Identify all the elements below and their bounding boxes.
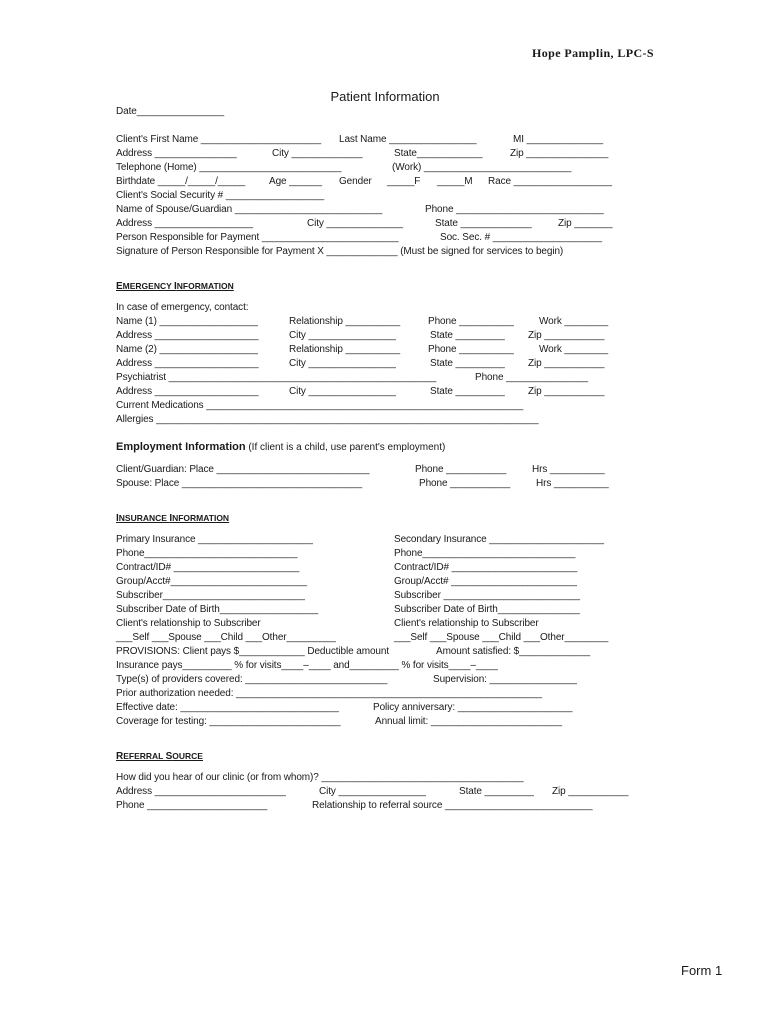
insurance-section-heading: INSURANCE INFORMATION xyxy=(116,513,230,524)
primary-contract-field[interactable]: Contract/ID# _______________________ xyxy=(116,562,300,573)
emergency-city1-field[interactable]: City ________________ xyxy=(289,330,396,341)
secondary-relationship-label: Client's relationship to Subscriber xyxy=(394,618,539,629)
psychiatrist-field[interactable]: Psychiatrist _________________________________________________ xyxy=(116,372,437,383)
emergency-phone2-field[interactable]: Phone __________ xyxy=(428,344,514,355)
psychiatrist-phone-field[interactable]: Phone _______________ xyxy=(475,372,589,383)
psychiatrist-city-field[interactable]: City ________________ xyxy=(289,386,396,397)
emergency-address2-field[interactable]: Address ___________________ xyxy=(116,358,259,369)
primary-relationship-label: Client's relationship to Subscriber xyxy=(116,618,261,629)
secondary-relationship-options[interactable]: ___Self ___Spouse ___Child ___Other________ xyxy=(394,632,609,643)
first-name-field[interactable]: Client's First Name ______________________ xyxy=(116,134,322,145)
emergency-city2-field[interactable]: City ________________ xyxy=(289,358,396,369)
address-field[interactable]: Address _______________ xyxy=(116,148,237,159)
annual-limit-field[interactable]: Annual limit: ________________________ xyxy=(375,716,562,727)
referral-relationship-field[interactable]: Relationship to referral source ___________________________ xyxy=(312,800,593,811)
emergency-phone1-field[interactable]: Phone __________ xyxy=(428,316,514,327)
emergency-name2-field[interactable]: Name (2) __________________ xyxy=(116,344,258,355)
referral-zip-field[interactable]: Zip ___________ xyxy=(552,786,629,797)
policy-anniversary-field[interactable]: Policy anniversary: _____________________ xyxy=(373,702,573,713)
client-pays-field[interactable]: PROVISIONS: Client pays $____________ Deductible amount xyxy=(116,646,390,657)
age-field[interactable]: Age ______ xyxy=(269,176,322,187)
spouse-place-field[interactable]: Spouse: Place _________________________________ xyxy=(116,478,363,489)
psychiatrist-zip-field[interactable]: Zip ___________ xyxy=(528,386,605,397)
spouse-phone-field[interactable]: Phone ___________________________ xyxy=(425,204,604,215)
form-number-label: Form 1 xyxy=(681,963,723,978)
psychiatrist-state-field[interactable]: State _________ xyxy=(430,386,505,397)
guardian-place-field[interactable]: Client/Guardian: Place ____________________________ xyxy=(116,464,370,475)
spouse-zip-field[interactable]: Zip _______ xyxy=(558,218,613,229)
spouse-state-field[interactable]: State _____________ xyxy=(435,218,532,229)
coverage-testing-field[interactable]: Coverage for testing: ________________________ xyxy=(116,716,341,727)
page-title: Patient Information xyxy=(330,89,440,104)
referral-phone-field[interactable]: Phone ______________________ xyxy=(116,800,268,811)
last-name-field[interactable]: Last Name ________________ xyxy=(339,134,477,145)
medications-field[interactable]: Current Medications __________________________________________________________ xyxy=(116,400,524,411)
emergency-state2-field[interactable]: State _________ xyxy=(430,358,505,369)
middle-initial-field[interactable]: MI ______________ xyxy=(513,134,604,145)
emergency-relationship1-field[interactable]: Relationship __________ xyxy=(289,316,401,327)
signature-field[interactable]: Signature of Person Responsible for Payment X _____________ (Must be signed for services to begin) xyxy=(116,246,564,257)
providers-covered-field[interactable]: Type(s) of providers covered: __________________________ xyxy=(116,674,388,685)
state-field[interactable]: State____________ xyxy=(394,148,483,159)
date-field[interactable]: Date________________ xyxy=(116,106,225,117)
city-field[interactable]: City _____________ xyxy=(272,148,363,159)
allergies-field[interactable]: Allergies ______________________________________________________________________ xyxy=(116,414,539,425)
guardian-hours-field[interactable]: Hrs __________ xyxy=(532,464,605,475)
emergency-intro: In case of emergency, contact: xyxy=(116,302,249,313)
spouse-address-field[interactable]: Address __________________ xyxy=(116,218,253,229)
spouse-guardian-field[interactable]: Name of Spouse/Guardian ___________________________ xyxy=(116,204,383,215)
emergency-zip1-field[interactable]: Zip ___________ xyxy=(528,330,605,341)
emergency-work1-field[interactable]: Work ________ xyxy=(539,316,609,327)
emergency-work2-field[interactable]: Work ________ xyxy=(539,344,609,355)
secondary-contract-field[interactable]: Contract/ID# _______________________ xyxy=(394,562,578,573)
emergency-zip2-field[interactable]: Zip ___________ xyxy=(528,358,605,369)
work-phone-field[interactable]: (Work) ___________________________ xyxy=(392,162,572,173)
referral-address-field[interactable]: Address ________________________ xyxy=(116,786,286,797)
primary-subscriber-field[interactable]: Subscriber__________________________ xyxy=(116,590,305,601)
zip-field[interactable]: Zip _______________ xyxy=(510,148,609,159)
race-field[interactable]: Race __________________ xyxy=(488,176,612,187)
emergency-relationship2-field[interactable]: Relationship __________ xyxy=(289,344,401,355)
emergency-address1-field[interactable]: Address ___________________ xyxy=(116,330,259,341)
primary-insurance-field[interactable]: Primary Insurance _____________________ xyxy=(116,534,313,545)
responsible-party-field[interactable]: Person Responsible for Payment _________________________ xyxy=(116,232,399,243)
guardian-work-phone-field[interactable]: Phone ___________ xyxy=(415,464,507,475)
birthdate-field[interactable]: Birthdate _____/_____/_____ xyxy=(116,176,246,187)
emergency-name1-field[interactable]: Name (1) __________________ xyxy=(116,316,258,327)
spouse-work-phone-field[interactable]: Phone ___________ xyxy=(419,478,511,489)
secondary-insurance-field[interactable]: Secondary Insurance _____________________ xyxy=(394,534,604,545)
insurance-pays-field[interactable]: Insurance pays_________ % for visits____–____ and_________ % for visits____–____ xyxy=(116,660,498,671)
primary-relationship-options[interactable]: ___Self ___Spouse ___Child ___Other_________ xyxy=(116,632,336,643)
referral-city-field[interactable]: City ________________ xyxy=(319,786,426,797)
home-phone-field[interactable]: Telephone (Home) __________________________ xyxy=(116,162,342,173)
emergency-section-heading: EMERGENCY INFORMATION xyxy=(116,281,234,292)
psychiatrist-address-field[interactable]: Address ___________________ xyxy=(116,386,259,397)
emergency-state1-field[interactable]: State _________ xyxy=(430,330,505,341)
primary-subscriber-dob-field[interactable]: Subscriber Date of Birth__________________ xyxy=(116,604,319,615)
secondary-group-field[interactable]: Group/Acct# _______________________ xyxy=(394,576,577,587)
referral-section-heading: REFERRAL SOURCE xyxy=(116,751,203,762)
primary-group-field[interactable]: Group/Acct#_________________________ xyxy=(116,576,308,587)
spouse-city-field[interactable]: City ______________ xyxy=(307,218,403,229)
secondary-phone-field[interactable]: Phone____________________________ xyxy=(394,548,576,559)
ssn-field[interactable]: Client's Social Security # __________________ xyxy=(116,190,325,201)
secondary-subscriber-dob-field[interactable]: Subscriber Date of Birth_______________ xyxy=(394,604,580,615)
effective-date-field[interactable]: Effective date: _____________________________ xyxy=(116,702,339,713)
secondary-subscriber-field[interactable]: Subscriber _________________________ xyxy=(394,590,581,601)
gender-male-option[interactable]: _____M xyxy=(437,176,473,187)
prior-authorization-field[interactable]: Prior authorization needed: ________________________________________________________ xyxy=(116,688,542,699)
spouse-hours-field[interactable]: Hrs __________ xyxy=(536,478,609,489)
primary-phone-field[interactable]: Phone____________________________ xyxy=(116,548,298,559)
employment-section-heading: Employment Information (If client is a child, use parent's employment) xyxy=(116,441,446,453)
gender-label: Gender xyxy=(339,176,372,187)
referral-source-field[interactable]: How did you hear of our clinic (or from whom)? _____________________________________ xyxy=(116,772,524,783)
amount-satisfied-field[interactable]: Amount satisfied: $_____________ xyxy=(436,646,591,657)
responsible-ssn-field[interactable]: Soc. Sec. # ____________________ xyxy=(440,232,602,243)
practitioner-name: Hope Pamplin, LPC-S xyxy=(532,46,654,60)
supervision-field[interactable]: Supervision: ________________ xyxy=(433,674,577,685)
gender-female-option[interactable]: _____F xyxy=(387,176,421,187)
referral-state-field[interactable]: State _________ xyxy=(459,786,534,797)
